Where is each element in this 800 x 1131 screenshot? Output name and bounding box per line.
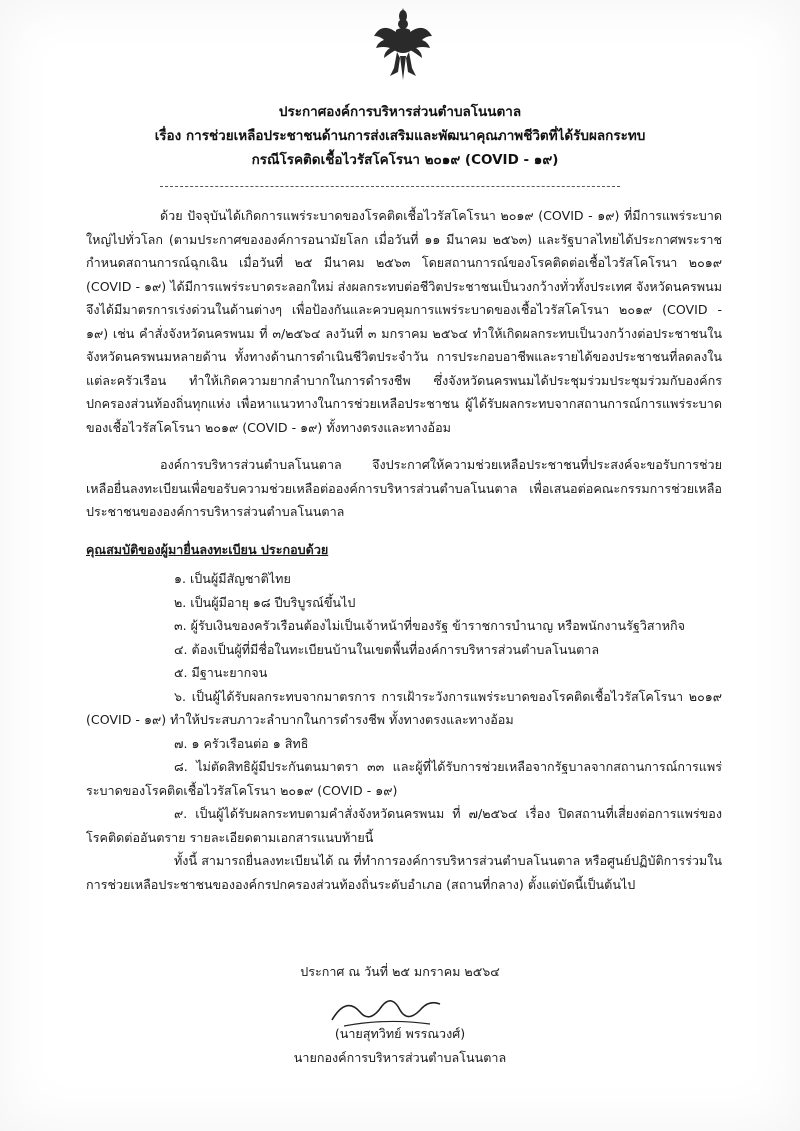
paragraph-background: ด้วย ปัจจุบันได้เกิดการแพร่ระบาดของโรคติดเชื้อไวรัสโคโรนา ๒๐๑๙ (COVID - ๑๙) ที่มีการแพร่ระบาดใหญ่ไปทั่วโลก (ตามประกาศขององค์การอนามัยโลก เมื่อวันที่ ๑๑ มีนาคม ๒๕๖๓) และรัฐบาลไทยได้ประกาศพระราชกำหนดสถานการณ์ฉุกเฉิน เมื่อวันที่ ๒๕ มีนาคม ๒๕๖๓ โดยสถานการณ์ของโรคติดต่อเชื้อไวรัสโคโรนา ๒๐๑๙ (COVID - ๑๙) ได้มีการแพร่ระบาดระลอกใหม่ ส่งผลกระทบต่อชีวิตประชาชนเป็นวงกว้างทั่วทั้งประเทศ จังหวัดนครพนม จึงได้มีมาตรการเร่งด่วนในด้านต่างๆ เพื่อป้องกันและควบคุมการแพร่ระบาดของเชื้อไวรัสโคโรนา ๒๐๑๙ (COVID - ๑๙) เช่น คำสั่งจังหวัดนครพนม ที่ ๓/๒๕๖๔ ลงวันที่ ๓ มกราคม ๒๕๖๔ ทำให้เกิดผลกระทบเป็นวงกว้างต่อประชาชนในจังหวัดนครพนมหลายด้าน ทั้งทางด้านการดำเนินชีวิตประจำวัน การประกอบอาชีพและรายได้ของประชาชนที่ลดลงในแต่ละครัวเรือน ทำให้เกิดความยากลำบากในการดำรงชีพ ซึ่งจังหวัดนครพนมได้ประชุมร่วมประชุมร่วมกับองค์กรปกครองส่วนท้องถิ่นทุกแห่ง เพื่อหาแนวทางในการช่วยเหลือประชาชน ผู้ได้รับผลกระทบจากสถานการณ์การแพร่ระบาดของเชื้อไวรัสโคโรนา ๒๐๑๙ (COVID - ๑๙) ทั้งทางตรงและทางอ้อม: [86, 208, 722, 435]
qualification-item: ๘. ไม่ตัดสิทธิผู้มีประกันตนมาตรา ๓๓ และผู้ที่ได้รับการช่วยเหลือจากรัฐบาลจากสถานการณ์การแพร่ระบาดของโรคติดเชื้อไวรัสโคโรนา ๒๐๑๙ (COVID - ๑๙): [86, 759, 722, 798]
garuda-emblem-icon: [372, 6, 434, 82]
title-case: กรณีโรคติดเชื้อไวรัสโคโรนา ๒๐๑๙ (COVID - ๑๙): [251, 152, 559, 168]
qualification-item: ๕. มีฐานะยากจน: [174, 665, 268, 680]
qualification-item: ๔. ต้องเป็นผู้ที่มีชื่อในทะเบียนบ้านในเขตพื้นที่องค์การบริหารส่วนตำบลโนนตาล: [174, 641, 600, 657]
qualification-item: ๓. ผู้รับเงินของครัวเรือนต้องไม่เป็นเจ้าหน้าที่ของรัฐ ข้าราชการบำนาญ หรือพนักงานรัฐวิสาหกิจ: [174, 618, 686, 633]
qualification-item: ๒. เป็นผู้มีอายุ ๑๘ ปีบริบูรณ์ขึ้นไป: [174, 594, 356, 610]
title-divider: [160, 186, 620, 187]
signer-name: (นายสุทวิทย์ พรรณวงศ์): [334, 1026, 466, 1041]
title-organization: ประกาศองค์การบริหารส่วนตำบลโนนตาล: [278, 104, 522, 120]
paragraph-announcement: องค์การบริหารส่วนตำบลโนนตาล จึงประกาศให้ความช่วยเหลือประชาชนที่ประสงค์จะขอรับการช่วยเหลือยื่นลงทะเบียนเพื่อขอรับความช่วยเหลือต่อองค์การบริหารส่วนตำบลโนนตาล เพื่อเสนอต่อคณะกรรมการช่วยเหลือประชาชนขององค์การบริหารส่วนตำบลโนนตาล: [86, 457, 722, 519]
document-body: [86, 204, 722, 896]
qualification-item: ๗. ๑ ครัวเรือนต่อ ๑ สิทธิ: [174, 735, 309, 751]
qualification-item: ๑. เป็นผู้มีสัญชาติไทย: [174, 571, 291, 586]
qualification-item: ๙. เป็นผู้ได้รับผลกระทบตามคำสั่งจังหวัดนครพนม ที่ ๗/๒๕๖๔ เรื่อง ปิดสถานที่เสี่ยงต่อการแพร่ของโรคติดต่ออันตราย รายละเอียดตามเอกสารแนบท้ายนี้: [86, 806, 722, 845]
announced-date: ประกาศ ณ วันที่ ๒๕ มกราคม ๒๕๖๔: [300, 964, 500, 979]
qualifications-heading: คุณสมบัติของผู้มายื่นลงทะเบียน ประกอบด้วย: [86, 541, 329, 557]
paragraph-registration: ทั้งนี้ สามารถยื่นลงทะเบียนได้ ณ ที่ทำการองค์การบริหารส่วนตำบลโนนตาล หรือศูนย์ปฏิบัติการร่วมในการช่วยเหลือประชาชนขององค์กรปกครองส่วนท้องถิ่นระดับอำเภอ (สถานที่กลาง) ตั้งแต่บัดนี้เป็นต้นไป: [86, 853, 722, 892]
document-title: [0, 100, 800, 172]
title-subject: เรื่อง การช่วยเหลือประชาชนด้านการส่งเสริมและพัฒนาคุณภาพชีวิตที่ได้รับผลกระทบ: [154, 128, 646, 144]
qualification-item: ๖. เป็นผู้ได้รับผลกระทบจากมาตรการ การเฝ้าระวังการแพร่ระบาดของโรคติดเชื้อไวรัสโคโรนา ๒๐๑๙ (COVID - ๑๙) ทำให้ประสบภาวะลำบากในการดำรงชีพ ทั้งทางตรงและทางอ้อม: [86, 688, 722, 727]
signer-position: นายกองค์การบริหารส่วนตำบลโนนตาล: [293, 1050, 507, 1065]
